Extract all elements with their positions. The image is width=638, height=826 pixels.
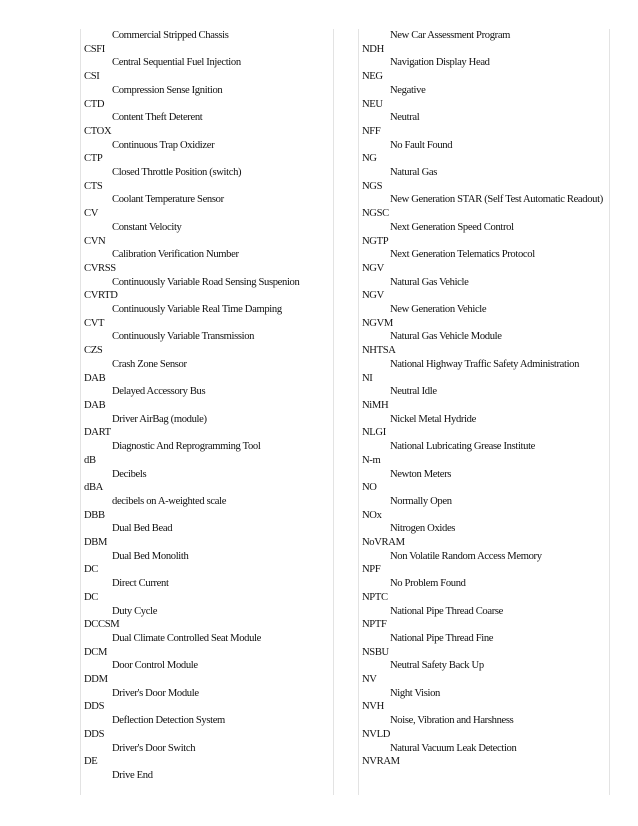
- glossary-definition: New Car Assessment Program: [390, 30, 511, 41]
- glossary-definition: Newton Meters: [390, 468, 452, 480]
- glossary-definition: Next Generation Telematics Protocol: [390, 249, 535, 261]
- glossary-definition: Calibration Verification Number: [112, 249, 239, 261]
- glossary-term: NG: [362, 153, 377, 165]
- glossary-definition: decibels on A-weighted scale: [112, 495, 227, 507]
- glossary-term: CVN: [84, 235, 106, 247]
- glossary-term: NOx: [362, 509, 382, 521]
- glossary-definition: Navigation Display Head: [390, 57, 490, 69]
- glossary-term: NPTF: [362, 619, 387, 631]
- glossary-definition: National Lubricating Grease Institute: [390, 441, 536, 453]
- glossary-term: NSBU: [362, 646, 389, 658]
- glossary-term: CSFI: [84, 43, 105, 55]
- glossary-term: DDS: [84, 728, 105, 740]
- glossary-term: NGS: [362, 180, 383, 192]
- glossary-term: NEG: [362, 71, 383, 83]
- glossary-definition: Neutral: [390, 112, 420, 124]
- glossary-definition: Dual Bed Bead: [112, 523, 173, 535]
- glossary-term: NoVRAM: [362, 537, 405, 549]
- glossary-definition: Deflection Detection System: [112, 715, 225, 727]
- glossary-definition: Continuous Trap Oxidizer: [112, 139, 215, 151]
- glossary-term: NDH: [362, 43, 384, 55]
- glossary-term: DBB: [84, 509, 105, 521]
- glossary-term: CTS: [84, 180, 103, 192]
- glossary-column-right: [358, 29, 610, 795]
- glossary-column-left: [80, 29, 334, 795]
- glossary-term: DAB: [84, 372, 106, 384]
- glossary-definition: Non Volatile Random Access Memory: [390, 550, 542, 562]
- glossary-definition: National Highway Traffic Safety Administration: [390, 358, 580, 370]
- glossary-definition: No Problem Found: [390, 578, 466, 590]
- glossary-term: dBA: [84, 482, 103, 494]
- glossary-definition: Neutral Idle: [390, 386, 437, 398]
- glossary-term: CVRTD: [84, 290, 118, 302]
- glossary-definition: Continuously Variable Road Sensing Suspenion: [112, 276, 300, 288]
- glossary-definition: Duty Cycle: [112, 605, 158, 617]
- glossary-definition: Driver AirBag (module): [112, 413, 207, 425]
- glossary-term: DDM: [84, 674, 108, 686]
- glossary-list-left: [81, 29, 333, 783]
- glossary-term: NGSC: [362, 208, 389, 220]
- glossary-term: NGVM: [362, 317, 393, 329]
- glossary-term: DC: [84, 564, 99, 576]
- glossary-definition: Dual Bed Monolith: [112, 550, 189, 562]
- glossary-definition: Compression Sense Ignition: [112, 84, 223, 96]
- glossary-term: CTOX: [84, 125, 112, 137]
- glossary-definition: National Pipe Thread Coarse: [390, 605, 504, 617]
- glossary-term: CZS: [84, 345, 103, 357]
- glossary-definition: Content Theft Deterent: [112, 112, 203, 124]
- glossary-definition: Next Generation Speed Control: [390, 221, 514, 233]
- glossary-definition: Natural Gas Vehicle: [390, 276, 469, 288]
- glossary-term: NPF: [362, 564, 381, 576]
- glossary-term: CTP: [84, 153, 103, 165]
- glossary-definition: Natural Gas: [390, 167, 438, 179]
- glossary-definition: Natural Gas Vehicle Module: [390, 331, 502, 343]
- glossary-definition: Direct Current: [112, 578, 169, 590]
- glossary-term: NGV: [362, 262, 384, 274]
- glossary-term: NI: [362, 372, 373, 384]
- glossary-definition: Coolant Temperature Sensor: [112, 194, 224, 206]
- glossary-term: DE: [84, 756, 98, 768]
- glossary-definition: Neutral Safety Back Up: [390, 660, 484, 672]
- glossary-definition: Continuously Variable Real Time Damping: [112, 304, 282, 316]
- glossary-definition: Decibels: [112, 468, 147, 480]
- glossary-definition: Driver's Door Module: [112, 687, 199, 699]
- glossary-term: CVRSS: [84, 262, 116, 274]
- glossary-definition: Drive End: [112, 769, 153, 781]
- glossary-term: DAB: [84, 399, 106, 411]
- glossary-definition: Constant Velocity: [112, 221, 182, 233]
- glossary-definition: Central Sequential Fuel Injection: [112, 57, 241, 69]
- glossary-definition: Closed Throttle Position (switch): [112, 167, 242, 179]
- glossary-definition: Nickel Metal Hydride: [390, 413, 476, 425]
- glossary-definition: Driver's Door Switch: [112, 742, 196, 754]
- glossary-term: DCM: [84, 646, 108, 658]
- glossary-list-right: [359, 29, 609, 769]
- glossary-term: NV: [362, 674, 377, 686]
- glossary-term: NGV: [362, 290, 384, 302]
- glossary-term: DDS: [84, 701, 105, 713]
- glossary-definition: Night Vision: [390, 687, 441, 699]
- glossary-term: CV: [84, 208, 99, 220]
- glossary-definition: National Pipe Thread Fine: [390, 632, 494, 644]
- glossary-definition: Commercial Stripped Chassis: [112, 30, 229, 41]
- glossary-term: NiMH: [362, 399, 389, 411]
- glossary-definition: Normally Open: [390, 495, 452, 507]
- glossary-term: NVRAM: [362, 756, 400, 768]
- glossary-definition: Natural Vacuum Leak Detection: [390, 742, 517, 754]
- glossary-definition: Diagnostic And Reprogramming Tool: [112, 441, 261, 453]
- glossary-definition: Continuously Variable Transmission: [112, 331, 255, 343]
- glossary-term: DBM: [84, 537, 108, 549]
- glossary-term: NHTSA: [362, 345, 396, 357]
- glossary-term: DC: [84, 591, 99, 603]
- glossary-term: NVLD: [362, 728, 391, 740]
- glossary-definition: Negative: [390, 84, 426, 96]
- glossary-term: dB: [84, 454, 96, 466]
- glossary-definition: Noise, Vibration and Harshness: [390, 715, 514, 727]
- glossary-definition: Door Control Module: [112, 660, 198, 672]
- glossary-definition: Delayed Accessory Bus: [112, 386, 206, 398]
- glossary-term: DCCSM: [84, 619, 120, 631]
- glossary-term: NEU: [362, 98, 383, 110]
- glossary-definition: New Generation Vehicle: [390, 304, 487, 316]
- glossary-term: NLGI: [362, 427, 386, 439]
- glossary-definition: New Generation STAR (Self Test Automatic Readout): [390, 194, 603, 206]
- glossary-definition: Dual Climate Controlled Seat Module: [112, 632, 261, 644]
- glossary-term: NVH: [362, 701, 384, 713]
- glossary-term: NGTP: [362, 235, 389, 247]
- glossary-term: N-m: [362, 454, 381, 466]
- glossary-definition: No Fault Found: [390, 139, 453, 151]
- glossary-term: CVT: [84, 317, 105, 329]
- glossary-term: NPTC: [362, 591, 388, 603]
- glossary-term: NFF: [362, 125, 381, 137]
- glossary-term: DART: [84, 427, 111, 439]
- glossary-definition: Nitrogen Oxides: [390, 523, 456, 535]
- glossary-term: NO: [362, 482, 377, 494]
- glossary-term: CSI: [84, 71, 100, 83]
- glossary-term: CTD: [84, 98, 105, 110]
- glossary-definition: Crash Zone Sensor: [112, 358, 187, 370]
